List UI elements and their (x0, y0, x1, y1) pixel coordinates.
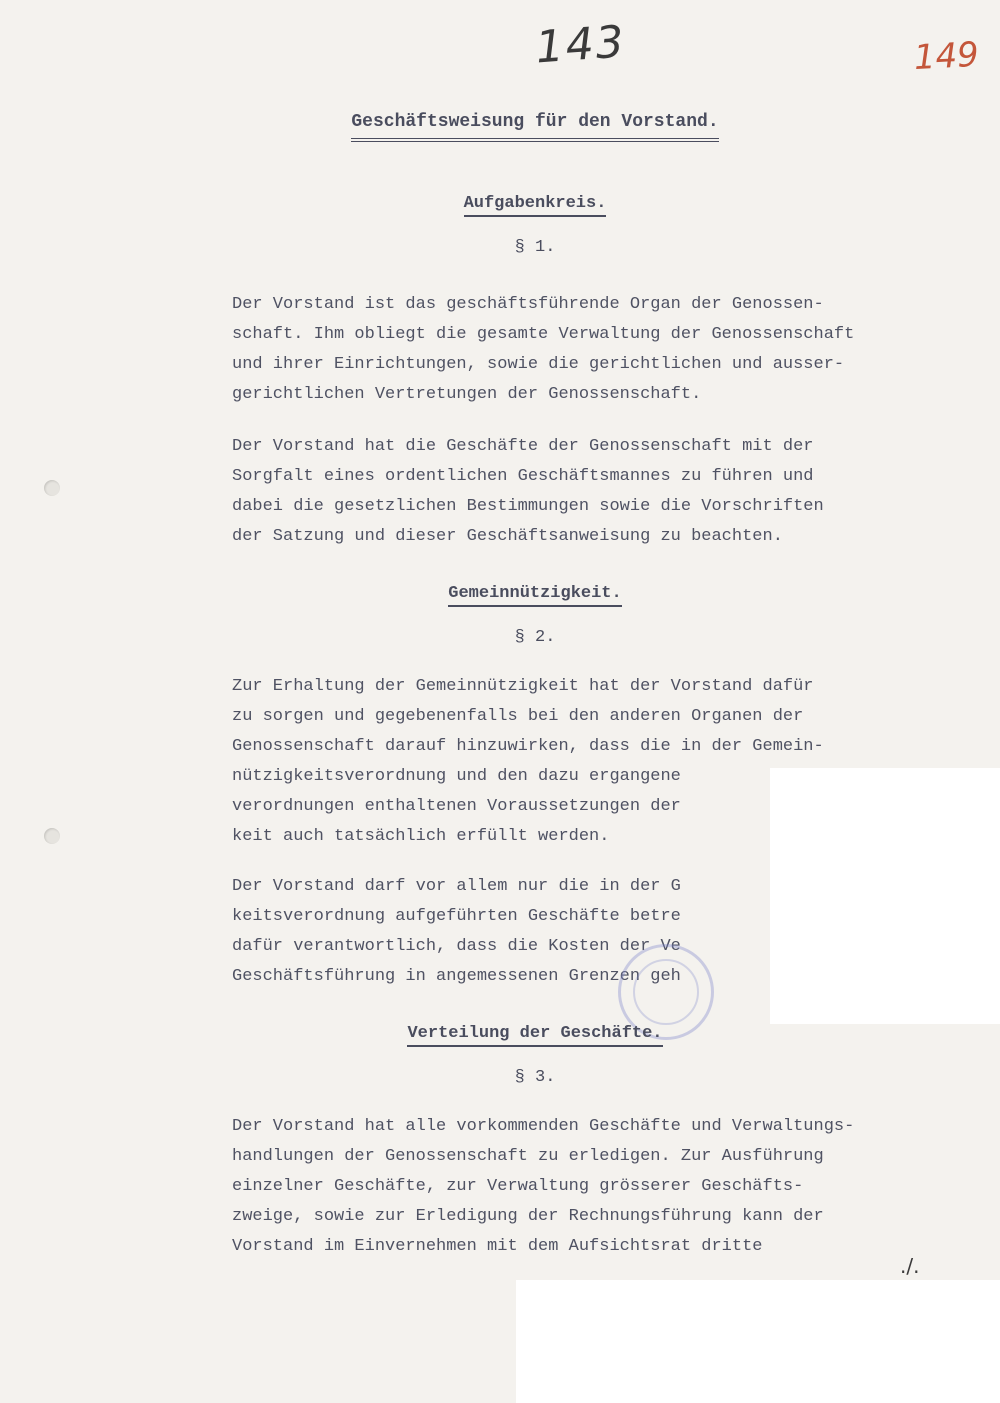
section-heading (230, 194, 840, 213)
handwritten-page-number: 143 (533, 16, 628, 74)
handwritten-red-number: 149 (912, 34, 980, 79)
document-title (300, 112, 770, 132)
section-heading (230, 1024, 840, 1043)
section-heading (230, 584, 840, 603)
section-number: § 3. (514, 1068, 556, 1087)
paragraph: Der Vorstand ist das geschäftsführende Organ der Genossen- schaft. Ihm obliegt die gesamte Verwaltung der Genossenschaft und ihrer Einrichtungen, sowie die gerichtlichen und ausser- gerichtlichen Vertretungen der Genossenschaft. (232, 295, 855, 404)
paragraph: Der Vorstand darf vor allem nur die in der G keitsverordnung aufgeführten Geschäfte betre dafür verantwortlich, dass die Kosten der Ve Geschäftsführung in angemessenen Grenzen geh (232, 877, 681, 986)
paragraph: Der Vorstand hat die Geschäfte der Genossenschaft mit der Sorgfalt eines ordentlichen Geschäftsmannes zu führen und dabei die gesetzlichen Bestimmungen sowie die Vorschriften der Satzung und dieser Geschäftsanweisung zu beachten. (232, 437, 824, 546)
section-heading-text: Verteilung der Geschäfte. (407, 1024, 662, 1047)
document-title-text: Geschäftsweisung für den Vorstand. (351, 112, 718, 142)
paragraph: Zur Erhaltung der Gemeinnützigkeit hat der Vorstand dafür zu sorgen und gegebenenfalls bei den anderen Organen der Genossenschaft darauf hinzuwirken, dass die in der Gemein- nützigkeitsverordnung und den dazu ergangene verordnungen enthaltenen Voraussetzungen der keit auch tatsächlich erfüllt werden. (232, 677, 824, 846)
paper-bottom-blank (0, 1280, 516, 1403)
section-heading-text: Aufgabenkreis. (464, 194, 607, 217)
redaction-block (770, 768, 1000, 1024)
section-number: § 2. (514, 628, 556, 647)
binder-hole (44, 480, 60, 496)
section-number: § 1. (514, 238, 556, 257)
redaction-block (516, 1280, 1000, 1403)
paragraph: Der Vorstand hat alle vorkommenden Geschäfte und Verwaltungs- handlungen der Genossenschaft zu erledigen. Zur Ausführung einzelner Geschäfte, zur Verwaltung grösserer Geschäfts- zweige, sowie zur Erledigung der Rechnungsführung kann der Vorstand im Einvernehmen mit dem Aufsichtsrat dritte (232, 1117, 855, 1256)
section-heading-text: Gemeinnützigkeit. (448, 584, 621, 607)
continuation-mark: ./. (900, 1254, 920, 1278)
binder-hole (44, 828, 60, 844)
